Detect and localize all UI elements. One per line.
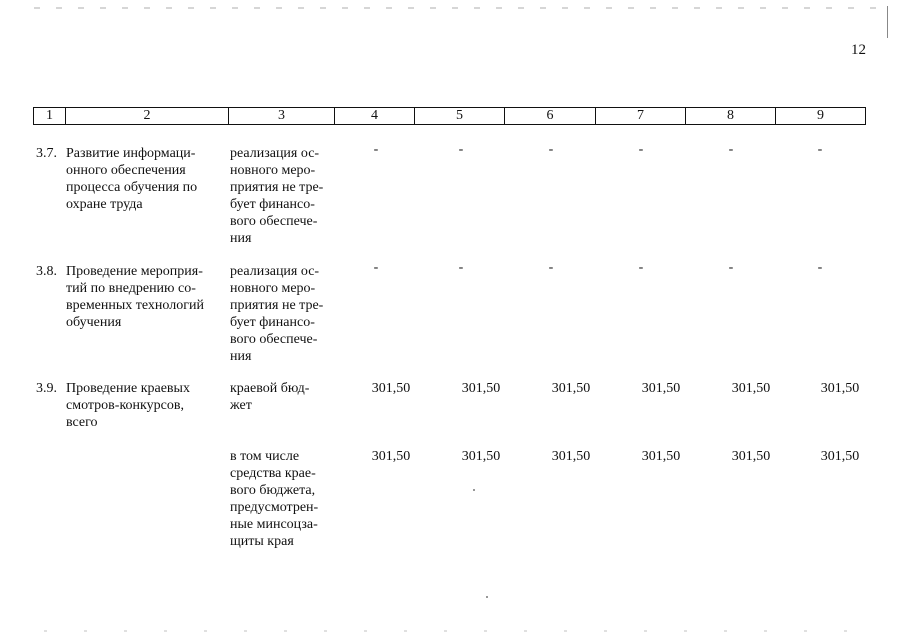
row-3-8-value-4: - <box>373 260 379 275</box>
header-cell-4: 4 <box>335 108 415 125</box>
scan-noise-top <box>34 7 889 9</box>
row-3-9-sub-value-5: 301,50 <box>461 449 501 464</box>
row-3-8-name: Проведение мероприя- тий по внедрению со- временных технологий обучения <box>66 264 204 330</box>
scan-speck <box>473 489 475 491</box>
row-3-8-value-7: - <box>638 260 644 275</box>
row-3-7-value-6: - <box>548 142 554 157</box>
row-3-9-sub-value-7: 301,50 <box>641 449 681 464</box>
row-3-8-value-9: - <box>817 260 823 275</box>
row-3-9-source: краевой бюд- жет <box>230 381 310 413</box>
row-3-7-value-8: - <box>728 142 734 157</box>
header-cell-8: 8 <box>686 108 776 125</box>
header-cell-3: 3 <box>229 108 335 125</box>
row-3-9-sub-value-4: 301,50 <box>371 449 411 464</box>
row-3-8-value-6: - <box>548 260 554 275</box>
header-cell-7: 7 <box>596 108 686 125</box>
row-3-7-value-9: - <box>817 142 823 157</box>
row-3-9-value-9: 301,50 <box>820 381 860 396</box>
row-3-9-sub-value-6: 301,50 <box>551 449 591 464</box>
row-3-7-number: 3.7. <box>36 146 57 161</box>
row-3-8-number: 3.8. <box>36 264 57 279</box>
row-3-7-value-5: - <box>458 142 464 157</box>
page-number: 12 <box>851 42 866 58</box>
header-cell-1: 1 <box>34 108 66 125</box>
row-3-8-source: реализация ос- новного меро- приятия не тре- бует финансо- вого обеспече- ния <box>230 264 324 364</box>
row-3-9-value-8: 301,50 <box>731 381 771 396</box>
row-3-7-value-7: - <box>638 142 644 157</box>
row-3-9-value-5: 301,50 <box>461 381 501 396</box>
row-3-9-sub-source: в том числе средства крае- вого бюджета, предусмотрен- ные минсоцза- щиты края <box>230 449 319 549</box>
header-cell-9: 9 <box>776 108 866 125</box>
scan-noise-bottom <box>44 630 874 632</box>
row-3-9-sub-value-8: 301,50 <box>731 449 771 464</box>
header-cell-2: 2 <box>66 108 229 125</box>
row-3-9-value-7: 301,50 <box>641 381 681 396</box>
row-3-9-name: Проведение краевых смотров-конкурсов, всего <box>66 381 190 430</box>
row-3-9-number: 3.9. <box>36 381 57 396</box>
row-3-7-source: реализация ос- новного меро- приятия не тре- бует финансо- вого обеспече- ния <box>230 146 324 246</box>
row-3-9-value-4: 301,50 <box>371 381 411 396</box>
row-3-8-value-8: - <box>728 260 734 275</box>
row-3-7-value-4: - <box>373 142 379 157</box>
header-cell-6: 6 <box>505 108 596 125</box>
row-3-7-name: Развитие информаци- онного обеспечения процесса обучения по охране труда <box>66 146 198 212</box>
scan-corner-mark <box>887 6 888 38</box>
scan-speck <box>486 596 488 598</box>
row-3-8-value-5: - <box>458 260 464 275</box>
header-cell-5: 5 <box>415 108 505 125</box>
column-number-header <box>33 107 866 125</box>
header-row <box>34 108 866 125</box>
row-3-9-sub-value-9: 301,50 <box>820 449 860 464</box>
row-3-9-value-6: 301,50 <box>551 381 591 396</box>
